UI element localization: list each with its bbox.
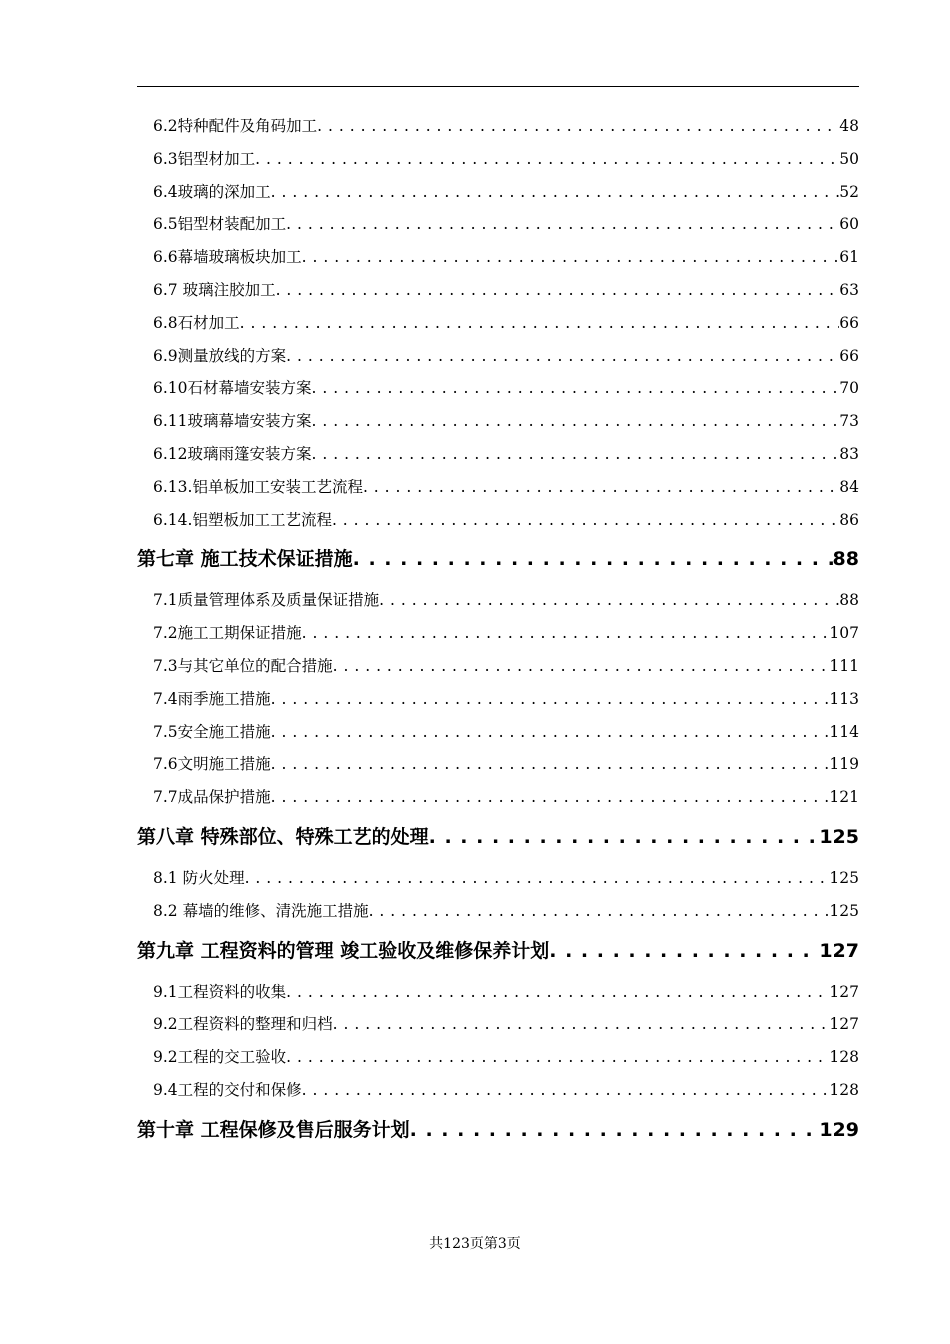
toc-page-number: 83 <box>839 444 859 463</box>
toc-page-number: 66 <box>839 346 859 365</box>
toc-page-number: 48 <box>839 117 859 135</box>
toc-page-number: 52 <box>839 182 859 201</box>
toc-entry-title: 6.11玻璃幕墙安装方案 <box>153 412 312 431</box>
dot-leader <box>271 781 830 814</box>
toc-section-entry[interactable] <box>137 650 859 683</box>
toc-section-entry[interactable] <box>137 748 859 781</box>
toc-entry-title: 6.8石材加工 <box>153 313 240 332</box>
toc-entry-title: 8.2 幕墙的维修、清洗施工措施 <box>153 901 369 920</box>
dot-leader <box>286 1041 829 1074</box>
toc-page-number: 60 <box>839 215 859 234</box>
dot-leader <box>333 1008 830 1041</box>
dot-leader <box>286 340 839 373</box>
dot-leader <box>240 307 840 340</box>
toc-page-number: 125 <box>819 825 859 848</box>
dot-leader <box>312 438 840 471</box>
toc-section-entry[interactable] <box>137 1074 859 1107</box>
toc-entry-title: 7.4雨季施工措施 <box>153 689 271 708</box>
toc-entry-title: 7.2施工工期保证措施 <box>153 624 302 643</box>
dot-leader <box>312 372 840 405</box>
dot-leader <box>317 110 839 143</box>
toc-entry-title: 第十章 工程保修及售后服务计划 <box>137 1118 410 1141</box>
toc-chapter-entry[interactable] <box>137 537 859 581</box>
toc-section-entry[interactable] <box>137 617 859 650</box>
toc-entry-title: 第八章 特殊部位、特殊工艺的处理 <box>137 825 429 848</box>
toc-page-number: 125 <box>829 901 859 920</box>
toc-page-number: 50 <box>839 149 859 168</box>
toc-page-number: 111 <box>829 656 859 675</box>
toc-entry-title: 6.12玻璃雨篷安装方案 <box>153 444 312 463</box>
toc-chapter-entry[interactable] <box>137 1108 859 1152</box>
dot-leader <box>286 976 829 1009</box>
dot-leader <box>276 274 840 307</box>
toc-entry-title: 6.9测量放线的方案 <box>153 346 287 365</box>
dot-leader <box>271 683 830 716</box>
toc-page-number: 88 <box>839 591 859 610</box>
dot-leader <box>332 504 839 537</box>
toc-entry-title: 6.6幕墙玻璃板块加工 <box>153 248 302 267</box>
dot-leader <box>302 1074 830 1107</box>
dot-leader <box>302 241 840 274</box>
toc-page-number: 66 <box>839 313 859 332</box>
toc-entry-title: 第七章 施工技术保证措施 <box>137 548 353 571</box>
toc-section-entry[interactable] <box>137 176 859 209</box>
toc-page-number: 113 <box>829 689 859 708</box>
toc-section-entry[interactable] <box>137 895 859 928</box>
toc-page-number: 121 <box>829 788 859 807</box>
toc-section-entry[interactable] <box>137 438 859 471</box>
toc-page-number: 127 <box>829 1015 859 1034</box>
toc-chapter-entry[interactable] <box>137 929 859 973</box>
toc-section-entry[interactable] <box>137 504 859 537</box>
toc-section-entry[interactable] <box>137 110 859 143</box>
toc-section-entry[interactable] <box>137 471 859 504</box>
toc-section-entry[interactable] <box>137 716 859 749</box>
toc-page-number: 127 <box>819 939 859 962</box>
toc-entry-title: 6.10石材幕墙安装方案 <box>153 379 312 398</box>
toc-entry-title: 6.7 玻璃注胶加工 <box>153 280 276 299</box>
toc-section-entry[interactable] <box>137 405 859 438</box>
toc-entry-title: 7.3与其它单位的配合措施 <box>153 656 333 675</box>
toc-entry-title: 7.1质量管理体系及质量保证措施 <box>153 591 380 610</box>
toc-entry-title: 6.4玻璃的深加工 <box>153 182 271 201</box>
toc-section-entry[interactable] <box>137 584 859 617</box>
toc-entry-title: 6.3铝型材加工 <box>153 149 256 168</box>
dot-leader <box>312 405 840 438</box>
toc-section-entry[interactable] <box>137 1008 859 1041</box>
dot-leader <box>271 748 830 781</box>
dot-leader <box>271 716 830 749</box>
toc-page-number: 61 <box>839 248 859 267</box>
toc-entry-title: 9.2工程的交工验收 <box>153 1048 287 1067</box>
toc-entry-title: 9.2工程资料的整理和归档 <box>153 1015 333 1034</box>
toc-page-number: 129 <box>819 1118 859 1141</box>
toc-entry-title: 7.5安全施工措施 <box>153 722 271 741</box>
toc-section-entry[interactable] <box>137 143 859 176</box>
dot-leader <box>353 537 833 581</box>
dot-leader <box>333 650 830 683</box>
toc-page-number: 128 <box>829 1048 859 1067</box>
toc-page-number: 127 <box>829 982 859 1001</box>
toc-section-entry[interactable] <box>137 976 859 1009</box>
toc-page-number: 84 <box>839 477 859 496</box>
toc-entry-title: 6.14.铝塑板加工工艺流程 <box>153 510 332 529</box>
toc-section-entry[interactable] <box>137 307 859 340</box>
toc-entry-title: 8.1 防火处理 <box>153 868 245 887</box>
toc-section-entry[interactable] <box>137 781 859 814</box>
dot-leader <box>255 143 839 176</box>
toc-section-entry[interactable] <box>137 274 859 307</box>
toc-page-number: 63 <box>839 280 859 299</box>
dot-leader <box>369 895 830 928</box>
table-of-contents <box>137 110 859 1155</box>
toc-section-entry[interactable] <box>137 862 859 895</box>
toc-entry-title: 7.7成品保护措施 <box>153 788 271 807</box>
toc-page-number: 125 <box>829 868 859 887</box>
toc-section-entry[interactable] <box>137 340 859 373</box>
toc-page-number: 86 <box>839 510 859 529</box>
dot-leader <box>245 862 830 895</box>
toc-page-number: 70 <box>839 379 859 398</box>
toc-section-entry[interactable] <box>137 241 859 274</box>
toc-entry-title: 9.4工程的交付和保修 <box>153 1080 302 1099</box>
dot-leader <box>302 617 830 650</box>
toc-chapter-entry[interactable] <box>137 815 859 859</box>
toc-entry-title: 6.2特种配件及角码加工 <box>153 117 318 135</box>
header-rule <box>137 86 859 87</box>
dot-leader <box>271 176 840 209</box>
dot-leader <box>549 929 819 973</box>
toc-section-entry[interactable] <box>137 1041 859 1074</box>
toc-section-entry[interactable] <box>137 372 859 405</box>
toc-page-number: 73 <box>839 412 859 431</box>
toc-page-number: 128 <box>829 1080 859 1099</box>
toc-page-number: 114 <box>829 722 859 741</box>
toc-page-number: 119 <box>829 755 859 774</box>
toc-entry-title: 9.1工程资料的收集 <box>153 982 287 1001</box>
dot-leader <box>363 471 839 504</box>
toc-section-entry[interactable] <box>137 208 859 241</box>
toc-section-entry[interactable] <box>137 683 859 716</box>
toc-entry-title: 7.6文明施工措施 <box>153 755 271 774</box>
dot-leader <box>379 584 839 617</box>
dot-leader <box>410 1108 820 1152</box>
toc-entry-title: 第九章 工程资料的管理 竣工验收及维修保养计划 <box>137 939 550 962</box>
dot-leader <box>429 815 820 859</box>
toc-page-number: 107 <box>829 624 859 643</box>
dot-leader <box>286 208 839 241</box>
toc-entry-title: 6.13.铝单板加工安装工艺流程 <box>153 477 363 496</box>
toc-entry-title: 6.5铝型材装配加工 <box>153 215 287 234</box>
toc-page-number: 88 <box>832 548 859 571</box>
page-footer: 共123页第3页 <box>429 1236 521 1252</box>
